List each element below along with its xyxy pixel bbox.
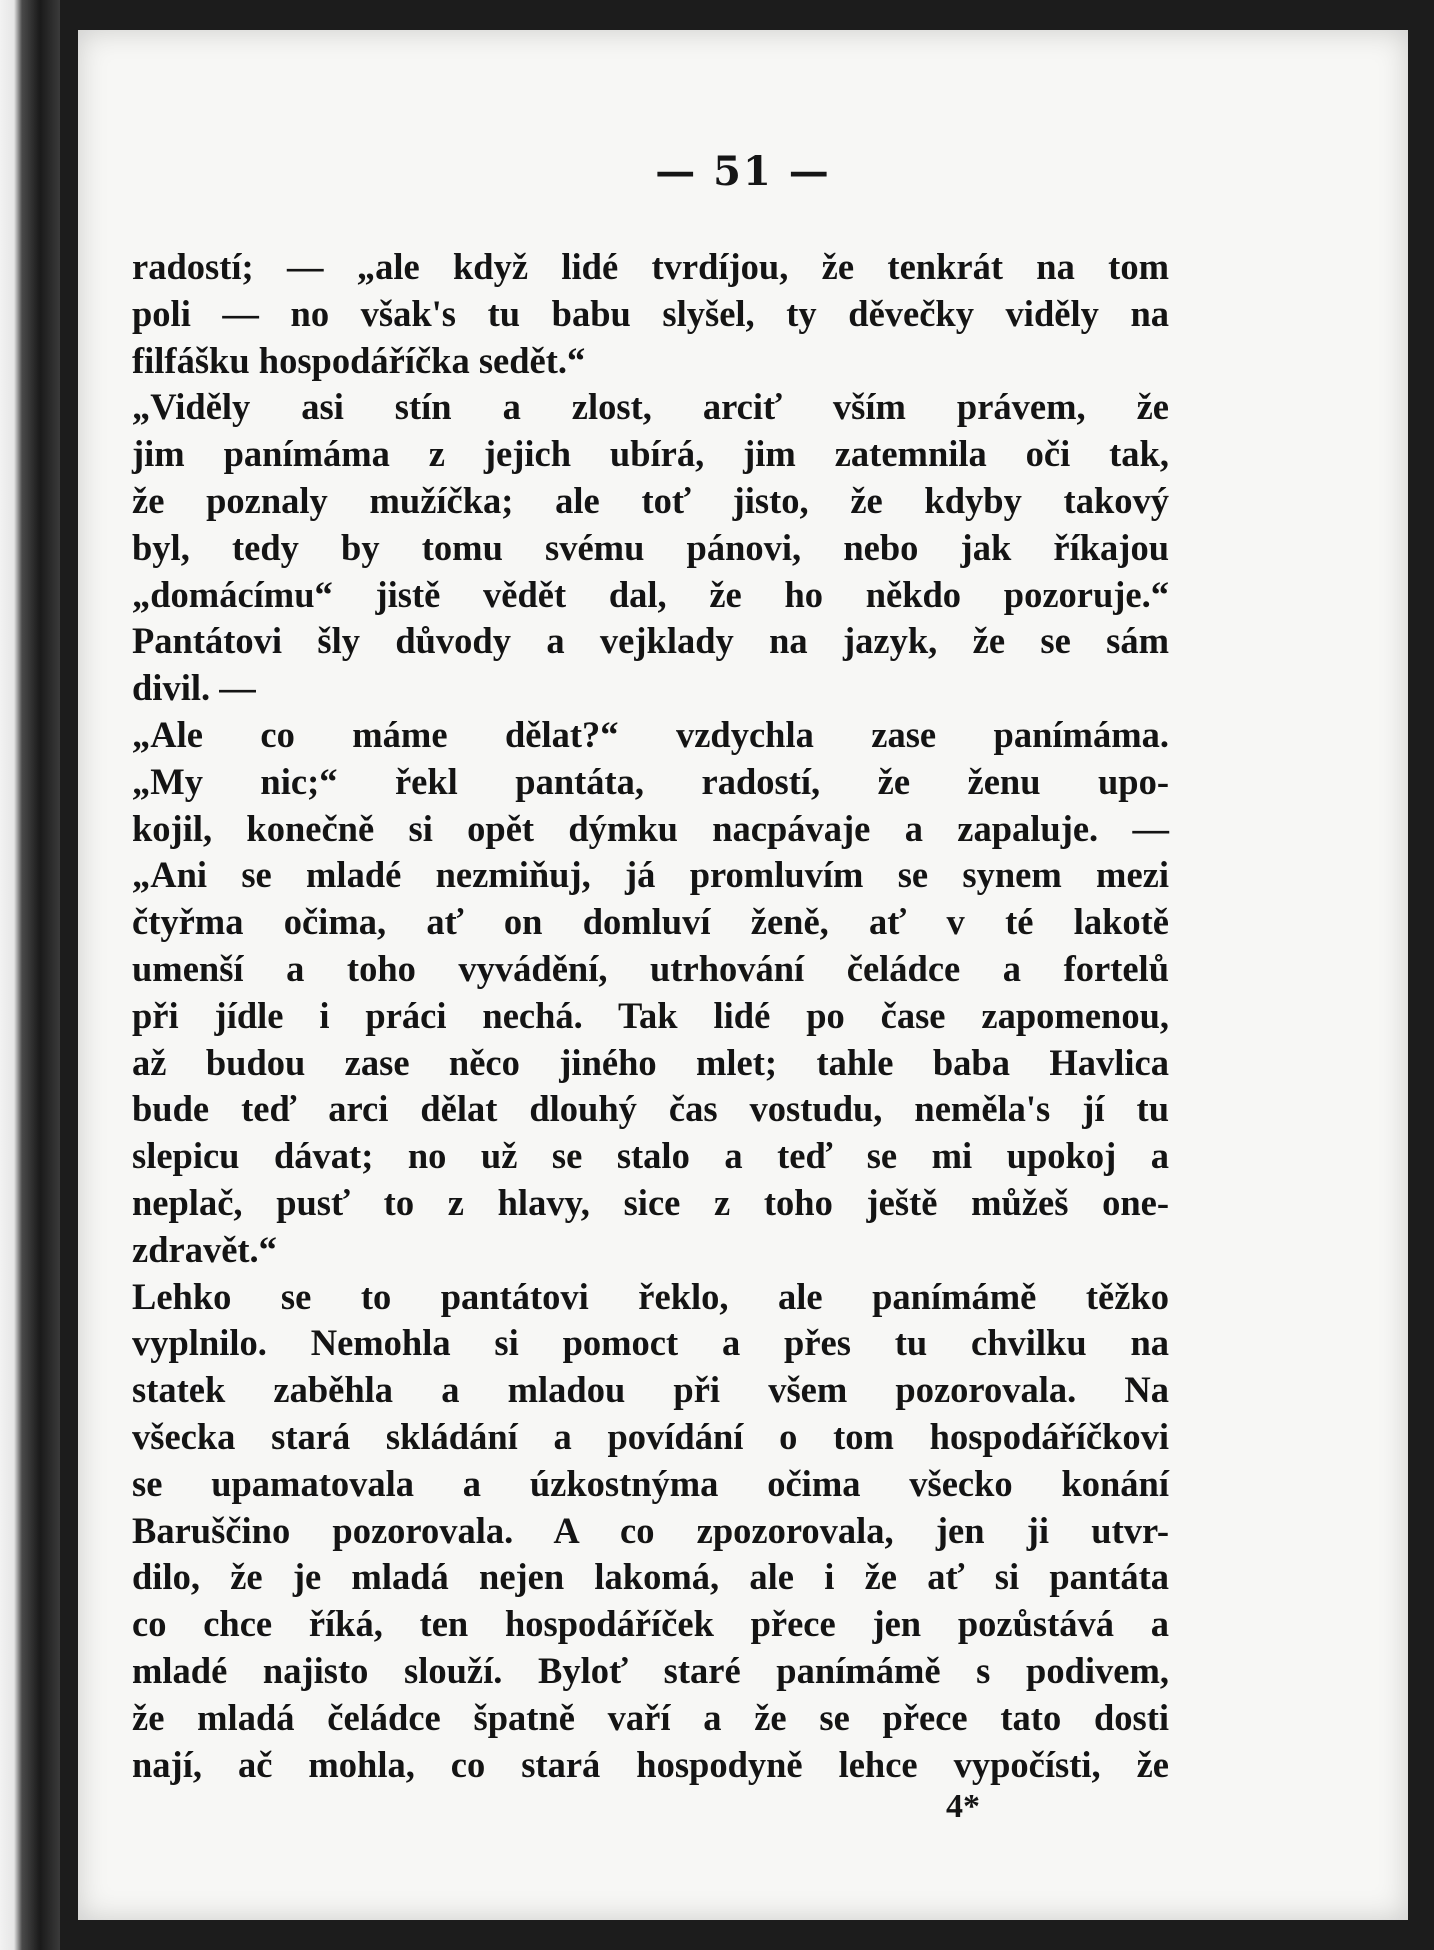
text-line: že poznaly mužíčka; ale toť jisto, že kdyby takový [132,479,1169,521]
previous-page-edge [0,0,60,1950]
text-line: Lehko se to pantátovi řeklo, ale panímámě těžko [132,1275,1169,1317]
text-line: Baruščino pozorovala. A co zpozorovala, jen ji utvr- [132,1509,1169,1551]
text-line: slepicu dávat; no už se stalo a teď se mi upokoj a [132,1135,1169,1177]
text-line: při jídle i práci nechá. Tak lidé po čase zapomenou, [132,994,1169,1036]
text-line: kojil, konečně si opět dýmku nacpávaje a zapaluje. — [132,807,1169,849]
text-line: Pantátovi šly důvody a vejklady na jazyk, že se sám [132,620,1169,662]
text-line: neplač, pusť to z hlavy, sice z toho ještě můžeš one- [132,1181,1169,1223]
text-line: „My nic;“ řekl pantáta, radostí, že ženu upo- [132,760,1169,802]
text-line: až budou zase něco jiného mlet; tahle baba Havlica [132,1041,1169,1083]
text-line: filfášku hospodáříčka sedět.“ [132,339,586,381]
text-line: poli — no však's tu babu slyšel, ty děvečky viděly na [132,292,1169,334]
page-number: — 51 — [655,148,831,195]
text-line: byl, tedy by tomu svému pánovi, nebo jak říkajou [132,526,1169,568]
text-line: bude teď arci dělat dlouhý čas vostudu, neměla's jí tu [132,1088,1169,1130]
text-line: mladé najisto slouží. Byloť staré panímámě s podivem, [132,1649,1169,1691]
body-text [132,244,1169,1788]
text-line: nají, ač mohla, co stará hospodyně lehce vypočísti, že [132,1743,1169,1785]
text-line: „domácímu“ jistě vědět dal, že ho někdo pozoruje.“ [132,573,1169,615]
text-line: že mladá čeládce špatně vaří a že se přece tato dosti [132,1696,1169,1738]
text-line: radostí; — „ale když lidé tvrdíjou, že tenkrát na tom [132,246,1169,287]
text-line: vyplnilo. Nemohla si pomoct a přes tu chvilku na [132,1322,1169,1364]
signature-mark: 4* [946,1788,980,1825]
text-line: jim panímáma z jejich ubírá, jim zatemnila oči tak, [132,433,1169,475]
text-line: se upamatovala a úzkostnýma očima všecko konání [132,1462,1169,1504]
text-line: čtyřma očima, ať on domluví ženě, ať v té lakotě [132,901,1169,943]
text-line: „Ani se mladé nezmiňuj, já promluvím se synem mezi [132,854,1169,896]
text-line: umenší a toho vyvádění, utrhování čeládce a fortelů [132,947,1169,989]
text-line: „Viděly asi stín a zlost, arciť vším právem, že [132,386,1169,428]
text-line: „Ale co máme dělat?“ vzdychla zase panímáma. [132,713,1169,755]
text-line: co chce říká, ten hospodáříček přece jen pozůstává a [132,1603,1169,1645]
book-page [78,30,1408,1920]
text-line: zdravět.“ [132,1228,277,1270]
text-line: statek zaběhla a mladou při všem pozorovala. Na [132,1369,1169,1411]
text-line: divil. — [132,667,256,709]
text-line: všecka stará skládání a povídání o tom hospodáříčkovi [132,1415,1169,1457]
text-line: dilo, že je mladá nejen lakomá, ale i že ať si pantáta [132,1556,1169,1598]
